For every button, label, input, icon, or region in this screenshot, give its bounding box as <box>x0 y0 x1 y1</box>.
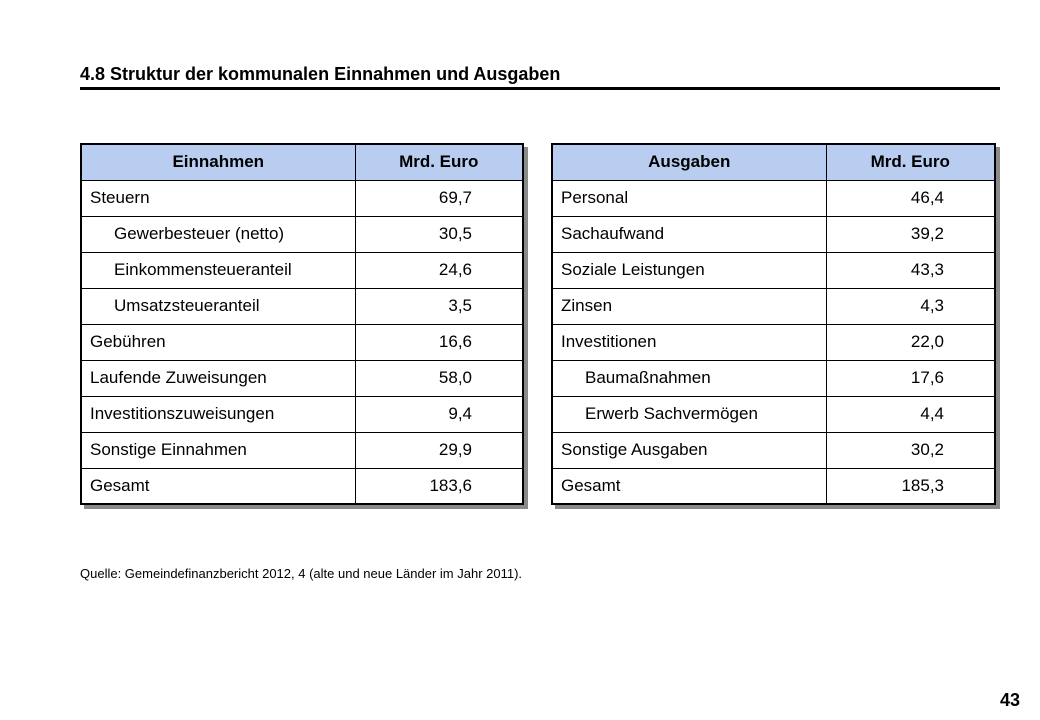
table-row <box>81 324 523 360</box>
row-label: Personal <box>552 180 826 216</box>
column-header-category: Ausgaben <box>552 144 826 180</box>
table-row <box>552 180 995 216</box>
row-value: 43,3 <box>826 252 995 288</box>
table-row <box>81 216 523 252</box>
row-value: 183,6 <box>355 468 523 504</box>
row-label: Baumaßnahmen <box>552 360 826 396</box>
table-row <box>552 252 995 288</box>
row-value: 4,4 <box>826 396 995 432</box>
table-row-total <box>81 468 523 504</box>
row-value: 16,6 <box>355 324 523 360</box>
table-row <box>81 288 523 324</box>
table-row <box>552 396 995 432</box>
row-label: Gewerbesteuer (netto) <box>81 216 355 252</box>
row-value: 22,0 <box>826 324 995 360</box>
table-row <box>552 432 995 468</box>
row-label: Sonstige Einnahmen <box>81 432 355 468</box>
row-label: Gebühren <box>81 324 355 360</box>
table-row <box>552 360 995 396</box>
table-row <box>81 432 523 468</box>
row-label: Sachaufwand <box>552 216 826 252</box>
row-label: Gesamt <box>81 468 355 504</box>
row-value: 4,3 <box>826 288 995 324</box>
row-value: 24,6 <box>355 252 523 288</box>
table-header-row <box>81 144 523 180</box>
expense-table <box>551 143 996 505</box>
column-header-amount: Mrd. Euro <box>355 144 523 180</box>
table-row <box>81 180 523 216</box>
income-table <box>80 143 524 505</box>
row-value: 3,5 <box>355 288 523 324</box>
row-label: Steuern <box>81 180 355 216</box>
row-label: Investitionen <box>552 324 826 360</box>
row-label: Gesamt <box>552 468 826 504</box>
row-value: 29,9 <box>355 432 523 468</box>
title-divider <box>80 87 1000 90</box>
table-row <box>552 288 995 324</box>
row-label: Investitionszuweisungen <box>81 396 355 432</box>
source-note: Quelle: Gemeindefinanzbericht 2012, 4 (alte und neue Länder im Jahr 2011). <box>80 566 523 581</box>
row-value: 17,6 <box>826 360 995 396</box>
column-header-category: Einnahmen <box>81 144 355 180</box>
row-value: 46,4 <box>826 180 995 216</box>
page-title: 4.8 Struktur der kommunalen Einnahmen und Ausgaben <box>80 64 561 84</box>
row-value: 30,2 <box>826 432 995 468</box>
row-value: 58,0 <box>355 360 523 396</box>
row-label: Sonstige Ausgaben <box>552 432 826 468</box>
table-header-row <box>552 144 995 180</box>
row-label: Erwerb Sachvermögen <box>552 396 826 432</box>
row-label: Einkommensteueranteil <box>81 252 355 288</box>
row-value: 185,3 <box>826 468 995 504</box>
row-value: 69,7 <box>355 180 523 216</box>
table-row <box>552 216 995 252</box>
row-label: Umsatzsteueranteil <box>81 288 355 324</box>
page-number: 43 <box>999 690 1020 710</box>
row-value: 9,4 <box>355 396 523 432</box>
table-row <box>81 252 523 288</box>
table-row <box>81 360 523 396</box>
column-header-amount: Mrd. Euro <box>826 144 995 180</box>
table-row-total <box>552 468 995 504</box>
row-label: Zinsen <box>552 288 826 324</box>
row-label: Laufende Zuweisungen <box>81 360 355 396</box>
row-value: 39,2 <box>826 216 995 252</box>
row-value: 30,5 <box>355 216 523 252</box>
table-row <box>552 324 995 360</box>
row-label: Soziale Leistungen <box>552 252 826 288</box>
table-row <box>81 396 523 432</box>
